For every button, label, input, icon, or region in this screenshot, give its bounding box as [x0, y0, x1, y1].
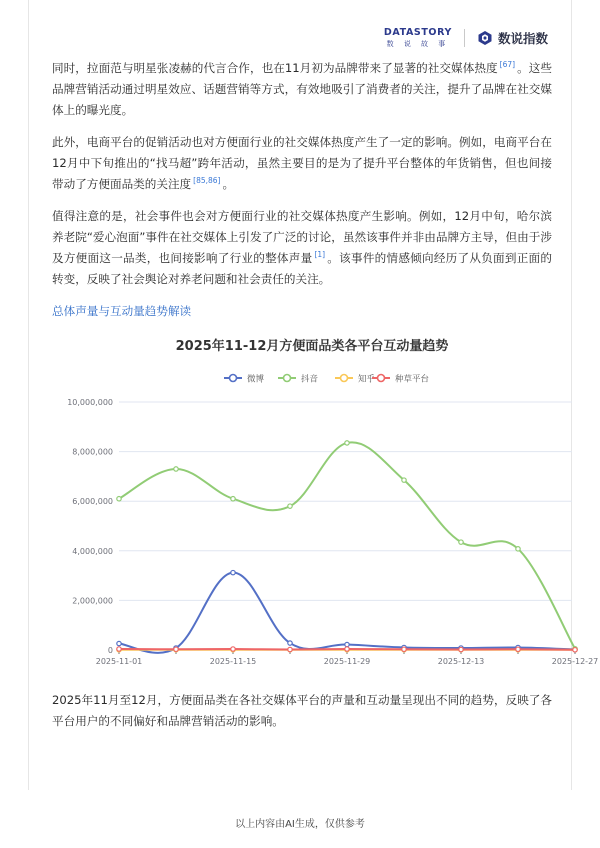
data-point[interactable]: [516, 647, 520, 651]
legend-label: 知乎: [358, 374, 376, 385]
datastory-logo: [384, 27, 452, 49]
data-point[interactable]: [231, 497, 235, 501]
paragraph: [52, 206, 552, 290]
x-tick-label: 2025-11-01: [95, 657, 143, 666]
data-point[interactable]: [231, 570, 235, 574]
legend-item-2[interactable]: [335, 374, 376, 385]
y-tick-label: 10,000,000: [67, 398, 113, 407]
data-point[interactable]: [288, 641, 292, 645]
datastory-logo-subtext: 数 说 故 事: [386, 40, 450, 48]
y-tick-label: 6,000,000: [72, 497, 113, 507]
x-tick-label: 2025-11-15: [209, 657, 257, 666]
legend-marker: [378, 375, 385, 382]
chart-summary: 2025年11月至12月，方便面品类在各社交媒体平台的声量和互动量呈现出不同的趋势，反映了各平台用户的不同偏好和品牌营销活动的影响。: [52, 693, 552, 728]
y-tick-label: 0: [107, 646, 113, 655]
report-body: [52, 58, 552, 321]
series-line: [119, 573, 575, 653]
paragraph-text: 。: [222, 177, 235, 191]
data-point[interactable]: [117, 641, 121, 645]
legend-marker: [341, 375, 348, 382]
y-axis: [67, 398, 113, 655]
chart-legend: [224, 374, 430, 385]
data-point[interactable]: [288, 647, 292, 651]
series-line: [119, 442, 575, 648]
data-point[interactable]: [288, 504, 292, 508]
datastory-logo-text: DATASTORY: [383, 27, 452, 38]
paragraph: [52, 58, 552, 121]
paragraph-text: 同时，拉面范与明星张凌赫的代言合作，也在11月初为品牌带来了显著的社交媒体热度: [52, 61, 498, 75]
data-point[interactable]: [174, 647, 178, 651]
shuoshuo-index-logo: [477, 29, 548, 47]
data-point[interactable]: [459, 647, 463, 651]
data-point[interactable]: [117, 647, 121, 651]
y-tick-label: 8,000,000: [72, 447, 113, 457]
chart-series: [117, 441, 577, 653]
citation-link[interactable]: [85,86]: [193, 176, 221, 186]
legend-label: 抖音: [301, 374, 319, 385]
shuoshuo-logo-text: 数说指数: [497, 31, 548, 46]
chart-canvas: [52, 330, 599, 670]
interaction-trend-chart: [52, 330, 599, 670]
data-point[interactable]: [345, 441, 349, 445]
legend-item-0[interactable]: [224, 374, 265, 385]
data-point[interactable]: [345, 642, 349, 646]
series-0: [117, 570, 577, 652]
x-tick-label: 2025-11-29: [323, 657, 371, 666]
data-point[interactable]: [345, 647, 349, 651]
chart-title: 2025年11-12月方便面品类各平台互动量趋势: [175, 339, 449, 354]
header-divider: [464, 29, 465, 47]
data-point[interactable]: [573, 648, 577, 652]
data-point[interactable]: [231, 647, 235, 651]
data-point[interactable]: [516, 547, 520, 551]
data-point[interactable]: [174, 467, 178, 471]
y-tick-label: 4,000,000: [72, 546, 113, 556]
paragraph-text: 值得注意的是，社会事件也会对方便面行业的社交媒体热度产生影响。例如，12月中旬，哈尔滨养老院“爱心泡面”事件在社交媒体上引发了广泛的讨论，虽然该事件并非由品牌方主导，但由于涉及方便面这一品类，也间接影响了行业的整体声量: [52, 209, 552, 265]
paragraph: [52, 132, 552, 195]
legend-marker: [230, 375, 237, 382]
paragraph-text: 。该事件的情感倾向经历了从负面到正面的转变，反映了社会舆论对养老问题和社会责任的关注。: [52, 251, 552, 286]
x-tick-label: 2025-12-27: [551, 657, 599, 666]
section-title: 总体声量与互动量趋势解读: [52, 304, 192, 318]
chart-grid: [119, 402, 572, 650]
data-point[interactable]: [402, 478, 406, 482]
legend-marker: [284, 375, 291, 382]
citation-link[interactable]: [1]: [314, 250, 326, 260]
series-1: [117, 441, 577, 651]
legend-item-3[interactable]: [372, 374, 430, 385]
legend-label: 种草平台: [395, 374, 430, 385]
paragraph-text: 此外，电商平台的促销活动也对方便面行业的社交媒体热度产生了一定的影响。例如，电商平台在12月中下旬推出的“找马超”跨年活动，虽然主要目的是为了提升平台整体的年货销售，但也间接带动了方便面品类的关注度: [52, 135, 552, 191]
data-point[interactable]: [459, 540, 463, 544]
legend-item-1[interactable]: [278, 374, 319, 385]
legend-label: 微博: [247, 374, 265, 385]
data-point[interactable]: [117, 497, 121, 501]
paragraph-text: 。这些品牌营销活动通过明星效应、话题营销等方式，有效地吸引了消费者的关注，提升了品牌在社交媒体上的曝光度。: [52, 61, 552, 117]
report-header: [384, 26, 548, 50]
shuoshuo-logo-icon: [477, 30, 493, 46]
y-tick-label: 2,000,000: [72, 596, 113, 606]
x-tick-label: 2025-12-13: [437, 657, 485, 666]
citation-link[interactable]: [67]: [499, 60, 516, 70]
data-point[interactable]: [402, 647, 406, 651]
ai-disclaimer: 以上内容由AI生成，仅供参考: [235, 819, 365, 830]
